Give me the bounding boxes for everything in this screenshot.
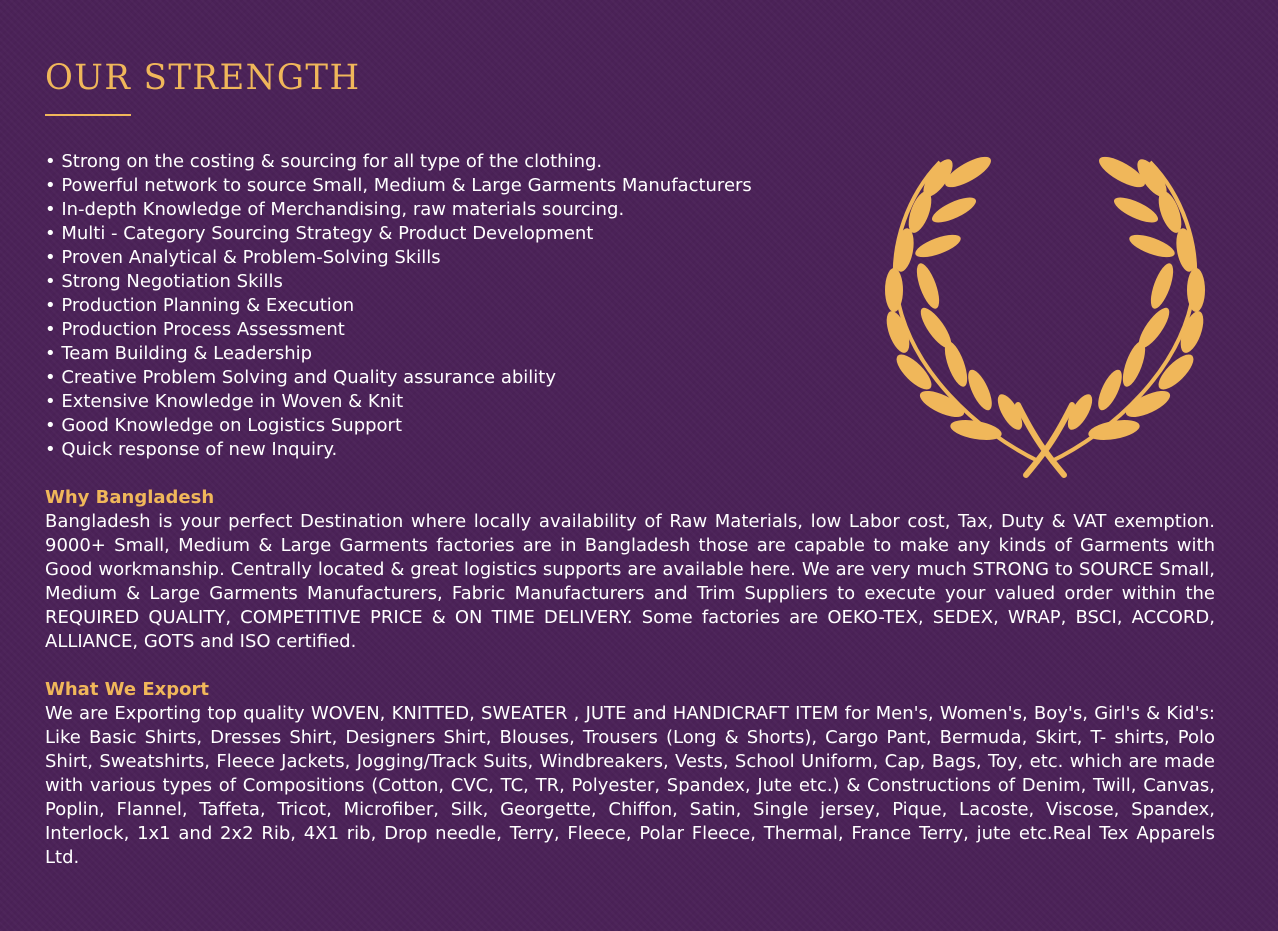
strength-item: • Extensive Knowledge in Woven & Knit: [45, 391, 404, 412]
why-bangladesh-section: [45, 486, 1215, 654]
strength-item: • Team Building & Leadership: [45, 343, 313, 364]
strength-item: • Production Planning & Execution: [45, 295, 355, 316]
title-underline: [45, 114, 131, 116]
what-we-export-section: [45, 678, 1215, 870]
why-bangladesh-heading: Why Bangladesh: [45, 487, 215, 508]
why-bangladesh-body: Bangladesh is your perfect Destination where locally availability of Raw Materials, low Labor cost, Tax, Duty & VAT exemption. 9000+ Small, Medium & Large Garments factories are in Bangladesh those are capable to make any kinds of Garments with Good workmanship. Centrally located & great logistics supports are available here. We are very much STRONG to SOURCE Small, Medium & Large Garments Manufacturers, Fabric Manufacturers and Trim Suppliers to execute your valued order within the REQUIRED QUALITY, COMPETITIVE PRICE & ON TIME DELIVERY. Some factories are OEKO-TEX, SEDEX, WRAP, BSCI, ACCORD, ALLIANCE, GOTS and ISO certified.: [45, 511, 1215, 652]
strength-item: • Quick response of new Inquiry.: [45, 439, 338, 460]
strength-item: • Powerful network to source Small, Medium & Large Garments Manufacturers: [45, 175, 752, 196]
strength-item: • Strong Negotiation Skills: [45, 271, 283, 292]
what-we-export-body: We are Exporting top quality WOVEN, KNITTED, SWEATER , JUTE and HANDICRAFT ITEM for Men's, Women's, Boy's, Girl's & Kid's: Like Basic Shirts, Dresses Shirt, Designers Shirt, Blouses, Trousers (Long & Shorts), Cargo Pant, Bermuda, Skirt, T- shirts, Polo Shirt, Sweatshirts, Fleece Jackets, Jogging/Track Suits, Windbreakers, Vests, School Uniform, Cap, Bags, Toy, etc. which are made with various types of Compositions (Cotton, CVC, TC, TR, Polyester, Spandex, Jute etc.) & Constructions of Denim, Twill, Canvas, Poplin, Flannel, Taffeta, Tricot, Microfiber, Silk, Georgette, Chiffon, Satin, Single jersey, Pique, Lacoste, Viscose, Spandex, Interlock, 1x1 and 2x2 Rib, 4X1 rib, Drop needle, Terry, Fleece, Polar Fleece, Thermal, France Terry, jute etc.Real Tex Apparels Ltd.: [45, 703, 1215, 868]
strengths-list: [45, 150, 752, 462]
page-title: OUR STRENGTH: [45, 58, 361, 98]
strength-item: • Proven Analytical & Problem-Solving Skills: [45, 247, 441, 268]
strength-item: • Multi - Category Sourcing Strategy & Product Development: [45, 223, 594, 244]
strength-item: • Creative Problem Solving and Quality assurance ability: [45, 367, 557, 388]
strength-item: • Good Knowledge on Logistics Support: [45, 415, 403, 436]
laurel-wreath-icon: [868, 150, 1222, 480]
what-we-export-heading: What We Export: [45, 679, 210, 700]
strength-item: • Production Process Assessment: [45, 319, 345, 340]
strength-item: • In-depth Knowledge of Merchandising, raw materials sourcing.: [45, 199, 625, 220]
strength-item: • Strong on the costing & sourcing for all type of the clothing.: [45, 151, 603, 172]
